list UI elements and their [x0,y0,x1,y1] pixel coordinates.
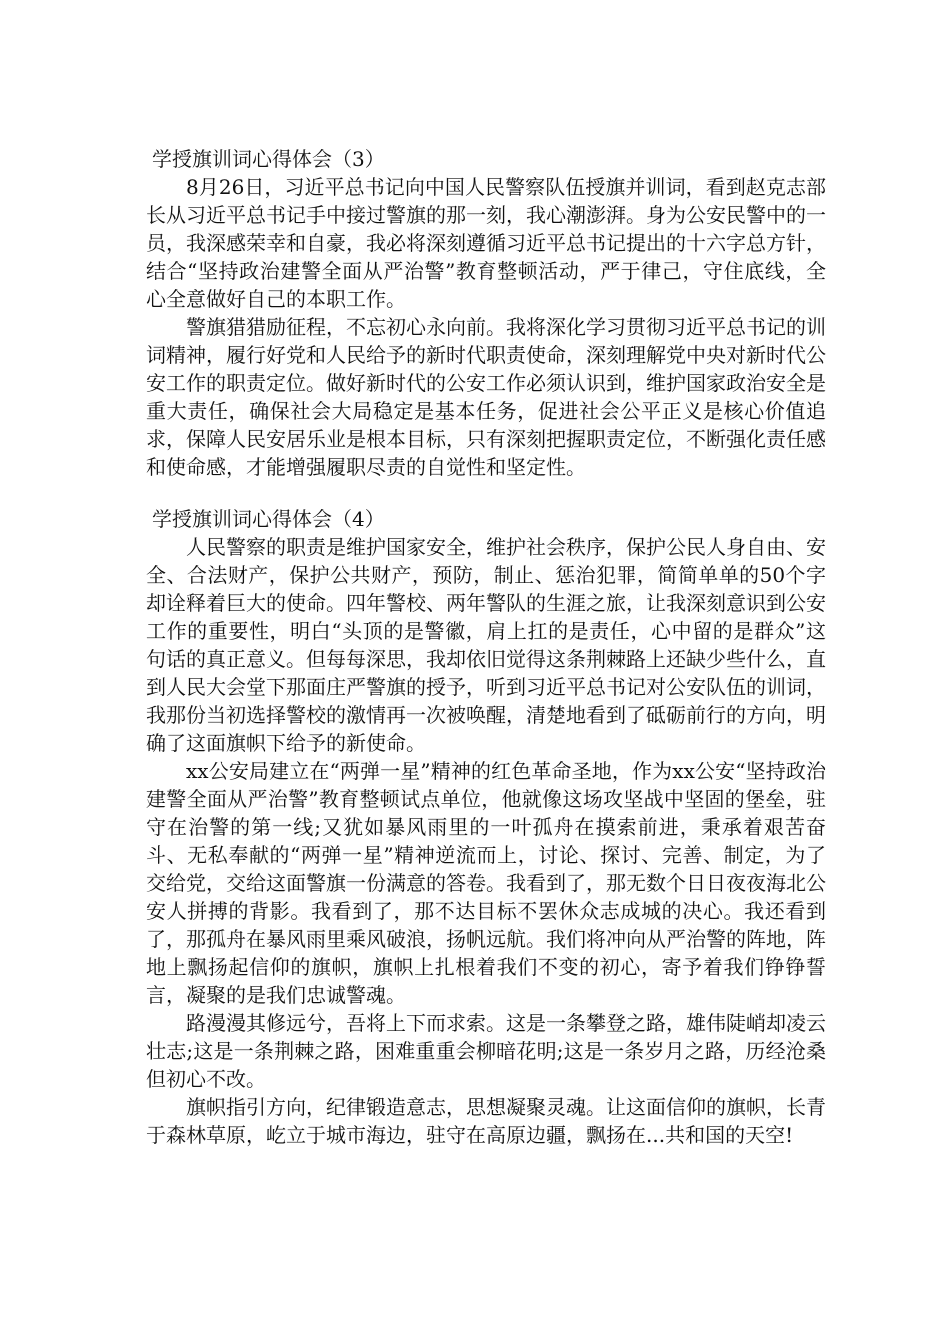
paragraph: 路漫漫其修远兮，吾将上下而求索。这是一条攀登之路，雄伟陡峭却凌云壮志;这是一条荆棘之路，困难重重会柳暗花明;这是一条岁月之路，历经沧桑但初心不改。 [146,1011,826,1091]
paragraph: 旗帜指引方向，纪律锻造意志，思想凝聚灵魂。让这面信仰的旗帜，长青于森林草原，屹立于城市海边，驻守在高原边疆，飘扬在...共和国的天空! [146,1095,826,1147]
section-title: 学授旗训词心得体会（3） [152,147,385,171]
document-body [146,145,826,1149]
paragraph: 人民警察的职责是维护国家安全，维护社会秩序，保护公民人身自由、安全、合法财产，保护公共财产，预防，制止、惩治犯罪，简简单单的50个字却诠释着巨大的使命。四年警校、两年警队的生涯之旅，让我深刻意识到公安工作的重要性，明白“头顶的是警徽，肩上扛的是责任，心中留的是群众”这句话的真正意义。但每每深思，我却依旧觉得这条荆棘路上还缺少些什么，直到人民大会堂下那面庄严警旗的授予，听到习近平总书记对公安队伍的训词，我那份当初选择警校的激情再一次被唤醒，清楚地看到了砥砺前行的方向，明确了这面旗帜下给予的新使命。 [146,535,826,755]
section-4 [146,505,826,1149]
section-title: 学授旗训词心得体会（4） [152,507,385,531]
paragraph: 8月26日，习近平总书记向中国人民警察队伍授旗并训词，看到赵克志部长从习近平总书记手中接过警旗的那一刻，我心潮澎湃。身为公安民警中的一员，我深感荣幸和自豪，我必将深刻遵循习近平总书记提出的十六字总方针，结合“坚持政治建警全面从严治警”教育整顿活动，严于律己，守住底线，全心全意做好自己的本职工作。 [146,175,826,311]
section-3 [146,145,826,481]
paragraph: xx公安局建立在“两弹一星”精神的红色革命圣地，作为xx公安“坚持政治建警全面从严治警”教育整顿试点单位，他就像这场攻坚战中坚固的堡垒，驻守在治警的第一线;又犹如暴风雨里的一叶孤舟在摸索前进，秉承着艰苦奋斗、无私奉献的“两弹一星”精神逆流而上，讨论、探讨、完善、制定，为了交给党，交给这面警旗一份满意的答卷。我看到了，那无数个日日夜夜海北公安人拼搏的背影。我看到了，那不达目标不罢休众志成城的决心。我还看到了，那孤舟在暴风雨里乘风破浪，扬帆远航。我们将冲向从严治警的阵地，阵地上飘扬起信仰的旗帜，旗帜上扎根着我们不变的初心，寄予着我们铮铮誓言，凝聚的是我们忠诚警魂。 [146,759,826,1007]
paragraph: 警旗猎猎励征程，不忘初心永向前。我将深化学习贯彻习近平总书记的训词精神，履行好党和人民给予的新时代职责使命，深刻理解党中央对新时代公安工作的职责定位。做好新时代的公安工作必须认识到，维护国家政治安全是重大责任，确保社会大局稳定是基本任务，促进社会公平正义是核心价值追求，保障人民安居乐业是根本目标，只有深刻把握职责定位，不断强化责任感和使命感，才能增强履职尽责的自觉性和坚定性。 [146,315,826,479]
